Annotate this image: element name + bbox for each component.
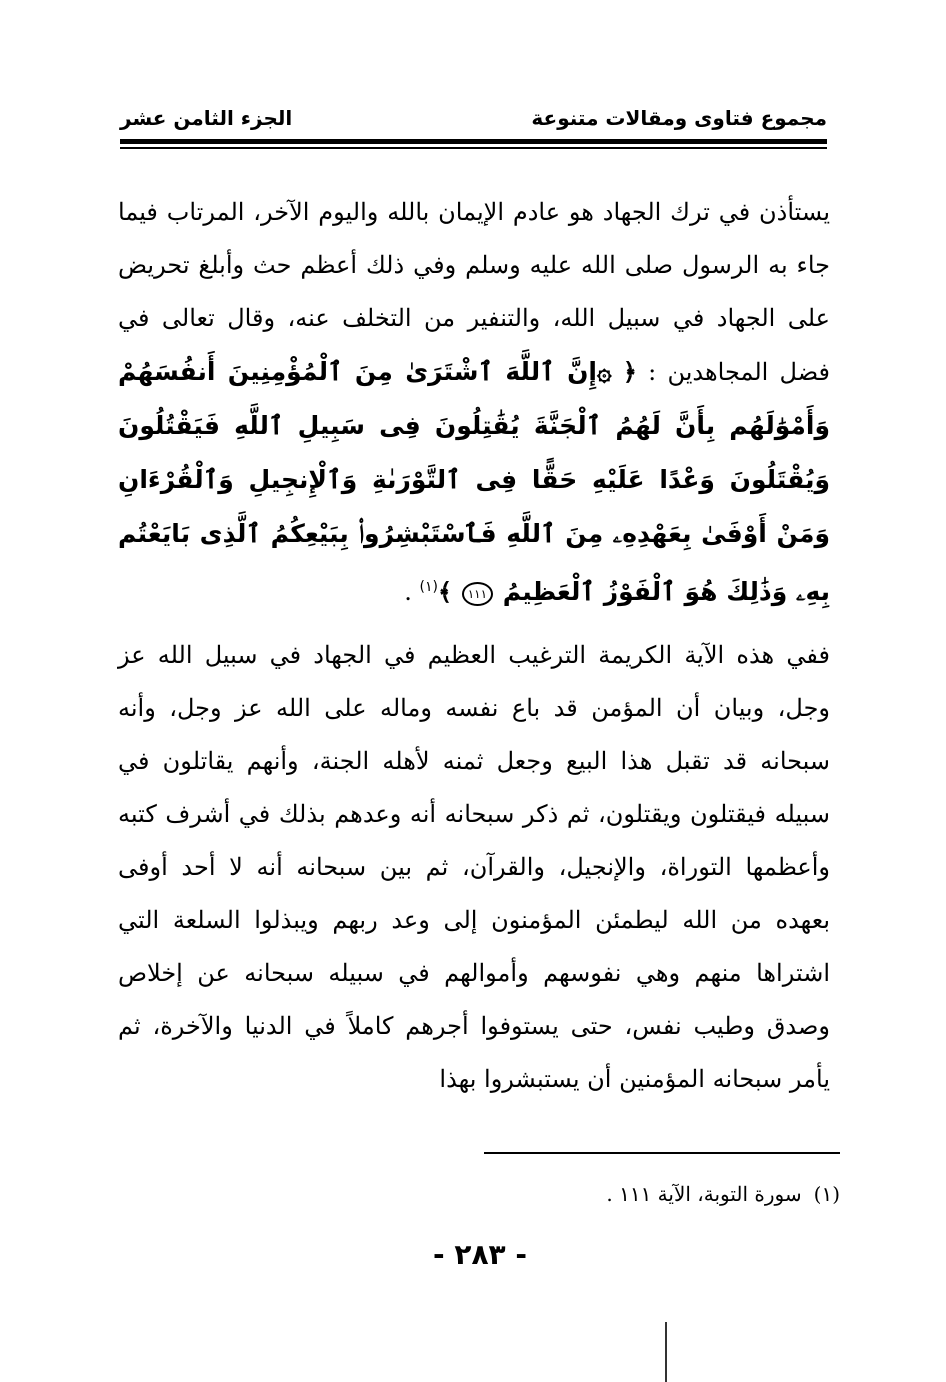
footnote-marker: (١): [813, 1182, 840, 1206]
quran-verse: ۞إِنَّ ٱللَّهَ ٱشْتَرَىٰ مِنَ ٱلْمُؤْمِنِينَ أَنفُسَهُمْ وَأَمْوَٰلَهُم بِأَنَّ لَهُمُ ٱلْجَنَّةَ يُقَٰتِلُونَ فِى سَبِيلِ ٱللَّهِ فَيَقْتُلُونَ وَيُقْتَلُونَ وَعْدًا عَلَيْهِ حَقًّا فِى ٱلتَّوْرَىٰةِ وَٱلْإِنجِيلِ وَٱلْقُرْءَانِ وَمَنْ أَوْفَىٰ بِعَهْدِهِۦ مِنَ ٱللَّهِ فَٱسْتَبْشِرُوا۟ بِبَيْعِكُمُ ٱلَّذِى بَايَعْتُم بِهِۦ وَذَٰلِكَ هُوَ ٱلْفَوْزُ ٱلْعَظِيمُ: [118, 357, 830, 606]
header-book-title: مجموع فتاوى ومقالات متنوعة: [531, 106, 827, 130]
footnote: [500, 1182, 840, 1206]
scan-gutter-line: [665, 1322, 667, 1382]
paragraph-1-period: .: [404, 578, 412, 606]
footnote-reference: (١): [419, 579, 438, 595]
page-number: - ٢٨٣ -: [432, 1238, 528, 1271]
footnote-separator: [484, 1152, 840, 1154]
header-volume-title: الجزء الثامن عشر: [120, 106, 293, 130]
paragraph-2: ففي هذه الآية الكريمة الترغيب العظيم في الجهاد في سبيل الله عز وجل، وبيان أن المؤمن قد باع نفسه وماله على الله عز وجل، وأنه سبحانه قد تقبل هذا البيع وجعل ثمنه لأهله الجنة، وأنهم يقاتلون في سبيله فيقتلون ويقتلون، ثم ذكر سبحانه أنه وعدهم بذلك في أشرف كتبه وأعظمها التوراة، والإنجيل، والقرآن، ثم بين سبحانه أنه لا أحد أوفى بعهده من الله ليطمئن المؤمنون إلى وعد ربهم ويبذلوا السلعة التي اشتراها منهم وهي نفوسهم وأموالهم في سبيله سبحانه عن إخلاص وصدق وطيب نفس، حتى يستوفوا أجرهم كاملاً في الدنيا والآخرة، ثم يأمر سبحانه المؤمنين أن يستبشروا بهذا: [118, 641, 831, 1093]
main-text: [118, 186, 830, 1106]
header-rule-thin: [120, 147, 827, 149]
quran-open-bracket: ﴿: [622, 358, 637, 386]
paragraph-1-intro: يستأذن في ترك الجهاد هو عادم الإيمان بالله واليوم الآخر، المرتاب فيما جاء به الرسول صلى الله عليه وسلم وفي ذلك أعظم حث وأبلغ تحريض على الجهاد في سبيل الله، والتنفير من التخلف عنه، وقال تعالى في فضل المجاهدين :: [118, 198, 830, 386]
paragraph-1: [118, 186, 830, 619]
quran-close-bracket: ﴾: [438, 578, 453, 606]
ayah-number-marker: ١١١: [462, 582, 493, 606]
header-rule-thick: [120, 139, 827, 144]
footnote-text: سورة التوبة، الآية ١١١ .: [606, 1182, 802, 1206]
running-header: [120, 100, 827, 136]
